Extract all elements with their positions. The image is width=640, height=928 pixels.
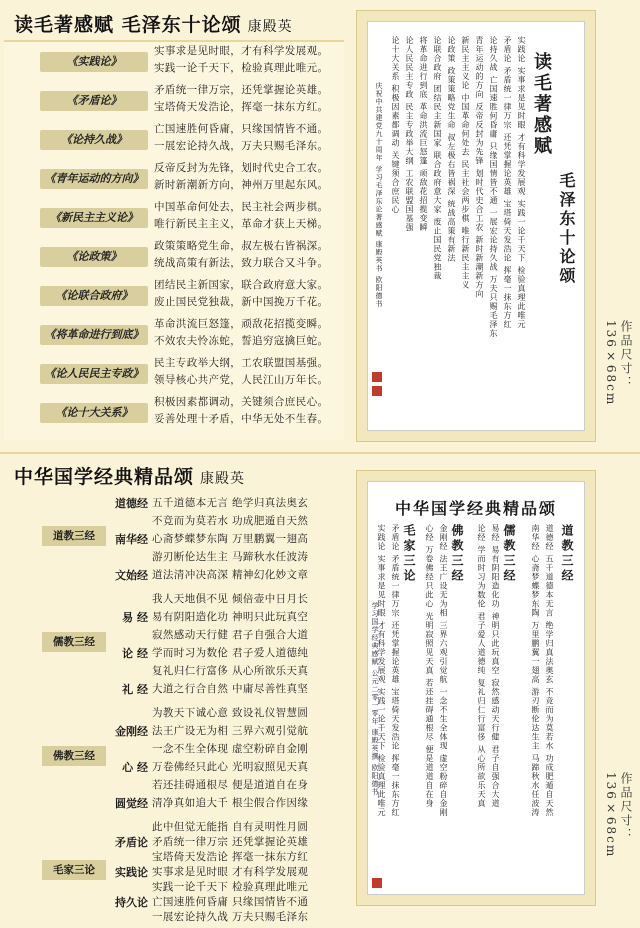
verse-row bbox=[4, 198, 344, 236]
artwork-size-label: 作品尺寸：136×68cm bbox=[604, 320, 633, 407]
verse-line: 寂然感动天行健 君子自强合大道 bbox=[152, 629, 309, 641]
essay-tag: 《实践论》 bbox=[40, 52, 148, 72]
author-name: 康殿英 bbox=[200, 471, 246, 487]
group-tag: 儒教三经 bbox=[42, 632, 106, 652]
red-seal-stamp bbox=[372, 386, 382, 396]
red-seal-stamp bbox=[372, 372, 382, 382]
essay-tag: 《新民主主义论》 bbox=[40, 208, 148, 228]
verse-line: 持久论 亡国速胜何昏庸 只缘国情皆不通 bbox=[115, 896, 309, 909]
verse-line: 实践一论千天下 检验真理此唯元 bbox=[152, 881, 309, 893]
scroll-text: 论政策 政策策略党生命 叔左极右皆祸深 统战高策有新法 bbox=[447, 36, 456, 263]
section-classics bbox=[0, 452, 640, 923]
verse-row bbox=[4, 120, 344, 158]
verse-row bbox=[4, 159, 344, 197]
scroll-text: 矛盾论 矛盾统一律万宗 还凭掌握论英雄 宝塔倚天发浩论 挥毫一抹东方红 bbox=[503, 36, 512, 330]
scroll-text: 易经 易有阴阳造化功 神明只此玩真空 寂然感动天行健 君子自强合大道 bbox=[491, 524, 500, 809]
verse-line: 若还挂碍通根尽 便是道道自在身 bbox=[152, 779, 309, 791]
verse-line: 一念不生全体现 虚空粉碎自金刚 bbox=[152, 743, 309, 755]
scroll-text: 南华经 心斋梦蝶梦东陶 万里鹏翼一翅高 游刃断伦达生主 马蹄秋水任波涛 bbox=[531, 524, 540, 818]
section-mao-ten-essays bbox=[0, 0, 640, 452]
verse-row bbox=[4, 354, 344, 392]
section-title bbox=[14, 462, 245, 489]
essay-tag: 《青年运动的方向》 bbox=[40, 169, 148, 189]
verse-line: 复礼归仁行富侈 从心所欲乐天真 bbox=[152, 665, 309, 677]
scroll-text: 实践论 实事求是见时眼 才有科学发展观 实践一论千天下 检验真理此唯元 bbox=[377, 524, 386, 818]
scroll-text: 将革命进行到底 革命洪流巨怒篷 顽敌花招揽变瞬 bbox=[419, 36, 428, 233]
essay-tag: 《论十大关系》 bbox=[40, 403, 148, 423]
scroll-text: 心经 万卷佛经只此心 光明寂照见天真 若还挂碍通根尽 便是道道自在身 bbox=[425, 524, 434, 809]
scroll-text: 论人民民主专政 民主专政举大纲 工农联盟国基强 bbox=[405, 36, 414, 233]
scroll-heading: 佛教三经 bbox=[450, 524, 464, 584]
section-title bbox=[14, 10, 293, 37]
essay-tag: 《论政策》 bbox=[40, 247, 148, 267]
scroll-text: 矛盾论 矛盾统一律万宗 还凭掌握论英雄 宝塔倚天发浩论 挥毫一抹东方红 bbox=[391, 524, 400, 818]
scroll-text: 论经 学而时习为数伦 君子爱人道德纯 复礼归仁行富侈 从心所欲乐天真 bbox=[477, 524, 486, 809]
verse-text: 革命洪流巨怒篷，顽敌花招揽变瞬。 不效农夫怜冻蛇，誓追穷寇擒巨蛇。 bbox=[154, 318, 329, 347]
scroll-text: 金刚经 法王广设无为相 三界六观引觉航 一念不生全体现 虚空粉碎自金刚 bbox=[439, 524, 448, 818]
verse-line: 游刃断伦达生主 马蹄秋水任波涛 bbox=[152, 551, 309, 563]
verse-line: 我人天地俱不见 倾倍壶中日月长 bbox=[152, 593, 309, 605]
verse-line: 为教天下诚心意 致设礼仪智慧圆 bbox=[152, 707, 309, 719]
scroll-text: 论十大关系 积极因素都调动 关键须合庶民心 bbox=[391, 36, 400, 215]
calligraphy-scroll bbox=[356, 470, 596, 906]
group-tag: 佛教三经 bbox=[42, 746, 106, 766]
scroll-text: 论持久战 亡国速胜何昏庸 只缘国情皆不通 一展宏论持久战 万夫只赐毛泽东 bbox=[489, 36, 498, 339]
verse-line: 易 经 易有阴阳造化功 神明只此玩真空 bbox=[122, 611, 309, 624]
title-text: 中华国学经典精品颂 bbox=[14, 466, 195, 488]
calligraphy-scroll bbox=[356, 10, 596, 442]
verse-line: 南华经 心斋梦蝶梦东陶 万里鹏翼一翅高 bbox=[115, 533, 309, 546]
verse-row bbox=[4, 42, 344, 80]
title-text: 读毛著感赋 毛泽东十论颂 bbox=[14, 14, 242, 36]
scroll-inscription: 学习国学经典感赋 公元二零一零年 康殿英撰 欧阳德书 bbox=[371, 602, 379, 796]
scroll-title: 读毛著感赋 bbox=[531, 52, 552, 157]
verse-line: 矛盾论 矛盾统一律万宗 还凭掌握论英雄 bbox=[115, 836, 309, 849]
verse-text: 实事求是见时眼，才有科学发展观。 实践一论千天下，检验真理此唯元。 bbox=[154, 45, 329, 74]
scroll-paper bbox=[367, 481, 585, 895]
scroll-heading: 儒教三经 bbox=[502, 524, 516, 584]
scroll-subtitle: 毛泽东十论颂 bbox=[557, 172, 576, 286]
verse-line: 礼 经 大道之行合自然 中庸尽善性真坚 bbox=[122, 683, 309, 696]
scroll-text: 青年运动的方向 反帝反封为先锋 划时代史合工农 新时新潮新方向 bbox=[475, 36, 484, 299]
verse-line: 道德经 五千道德本无言 绝学归真法奥玄 bbox=[115, 497, 309, 510]
verse-text: 反帝反封为先锋，划时代史合工农。 新时新潮新方向，神州万里起东风。 bbox=[154, 162, 329, 191]
verse-row bbox=[4, 237, 344, 275]
verse-line: 圆觉经 清净真如追大千 根尘假合作因缘 bbox=[115, 797, 309, 810]
verse-row bbox=[4, 81, 344, 119]
verse-line: 此中但觉无能指 自有灵明性月圆 bbox=[152, 821, 309, 833]
verse-row bbox=[4, 276, 344, 314]
scroll-inscription: 庆祝中共建党九十周年 学习毛泽东论著感赋 康殿英书 欧阳德书 bbox=[375, 82, 383, 308]
scroll-title: 中华国学经典精品颂 bbox=[394, 499, 557, 518]
verse-line: 文始经 道法清冲决高深 精神幻化妙文章 bbox=[115, 569, 309, 582]
verse-text: 矛盾统一律万宗，还凭掌握论英雄。 宝塔倚天发浩论，挥毫一抹东方红。 bbox=[154, 84, 329, 113]
group-tag: 毛家三论 bbox=[42, 860, 106, 880]
red-seal-stamp bbox=[372, 878, 382, 888]
verse-line: 宝塔倚天发浩论 挥毫一抹东方红 bbox=[152, 851, 309, 863]
scroll-text: 新民主主义论 中国革命何处去 民主社会两步棋 唯行新民主主义 bbox=[461, 36, 470, 290]
essay-tag: 《矛盾论》 bbox=[40, 91, 148, 111]
scroll-heading: 毛家三论 bbox=[402, 524, 416, 584]
essay-tag: 《论联合政府》 bbox=[40, 286, 148, 306]
essay-tag: 《论持久战》 bbox=[40, 130, 148, 150]
verse-line: 心 经 万卷佛经只此心 光明寂照见天真 bbox=[122, 761, 309, 774]
scroll-paper bbox=[367, 21, 585, 431]
artwork-size-label: 作品尺寸：136×68cm bbox=[604, 772, 633, 859]
section-divider bbox=[0, 452, 640, 454]
verse-text: 政策策略党生命，叔左极右皆祸深。 统战高策有新法，致力联合又斗争。 bbox=[154, 240, 329, 269]
verse-text: 中国革命何处去，民主社会两步棋。 唯行新民主主义，革命才获上天梯。 bbox=[154, 201, 329, 230]
author-name: 康殿英 bbox=[247, 19, 293, 35]
verse-line: 一展宏论持久战 万夫只赐毛泽东 bbox=[152, 911, 309, 923]
verse-text: 团结民主新国家，联合政府意大家。 废止国民党独裁，新中国挽万千花。 bbox=[154, 279, 329, 308]
essay-tag: 《将革命进行到底》 bbox=[40, 325, 148, 345]
verse-row bbox=[4, 315, 344, 353]
verse-line: 实践论 实事求是见时眼 才有科学发展观 bbox=[115, 866, 309, 879]
scroll-heading: 道教三经 bbox=[560, 524, 574, 584]
scroll-text: 实践论 实事求是见时眼 才有科学发展观 实践一论千天下 检验真理此唯元 bbox=[517, 36, 526, 330]
scroll-text: 论联合政府 团结民主新国家 联合政府意大家 废止国民党独裁 bbox=[433, 36, 442, 281]
scroll-text: 道德经 五千道德本无言 绝学归真法奥玄 不竞而为莫若水 功成肥遁自天然 bbox=[545, 524, 554, 818]
verse-text: 亡国速胜何昏庸，只缘国情皆不通。 一展宏论持久战，万夫只赐毛泽东。 bbox=[154, 123, 329, 152]
verse-line: 论 经 学而时习为数伦 君子爱人道德纯 bbox=[122, 647, 309, 660]
verse-text: 民主专政举大纲，工农联盟国基强。 领导核心共产党，人民江山万年长。 bbox=[154, 357, 329, 386]
verse-text: 积极因素都调动，关键须合庶民心。 妥善处理十矛盾，中华无处不生春。 bbox=[154, 396, 329, 425]
classics-verse-list bbox=[4, 492, 344, 923]
verse-row bbox=[4, 393, 344, 431]
group-tag: 道教三经 bbox=[42, 526, 106, 546]
verse-line: 不竞而为莫若水 功成肥遁自天然 bbox=[152, 515, 309, 527]
verse-list bbox=[4, 40, 344, 440]
essay-tag: 《论人民民主专政》 bbox=[40, 364, 148, 384]
verse-line: 金刚经 法王广设无为相 三界六观引觉航 bbox=[115, 725, 309, 738]
